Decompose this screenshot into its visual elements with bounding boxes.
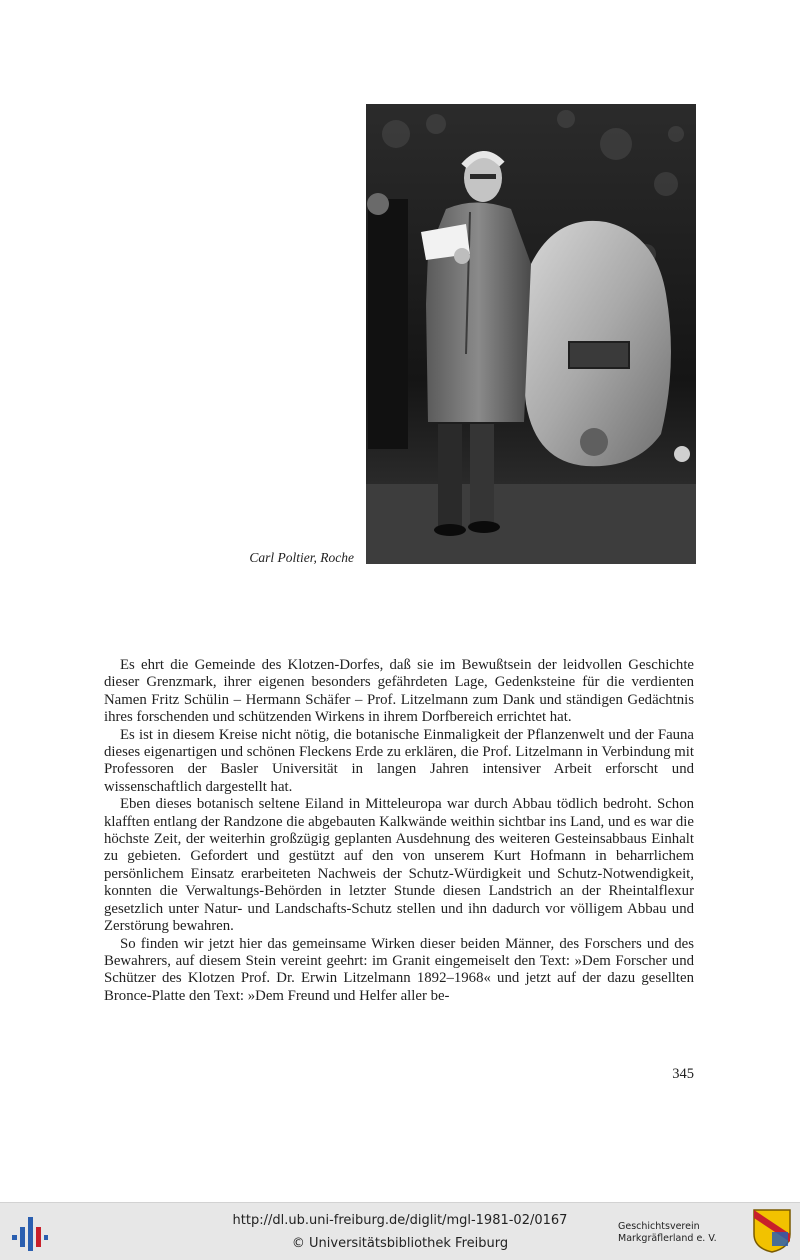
paragraph: So finden wir jetzt hier das gemeinsame Wirken dieser beiden Männer, des Forschers und des Bewahrers, auf diesem Stein vereint geehrt: im Granit eingemeiselt den Text: »Dem Forscher und Schützer des Klotzen Prof. Dr. Erwin Litzelmann 1892–1968« und jetzt auf der dazu gesellten Bronce-Platte den Text: »Dem Freund und Helfer aller be- (104, 935, 694, 1004)
body-text (104, 657, 694, 1005)
footer-copyright: © Universitätsbibliothek Freiburg (291, 1236, 509, 1251)
coat-of-arms-icon[interactable] (752, 1208, 792, 1254)
society-name-line: Geschichtsverein (618, 1221, 700, 1232)
footer-url-link[interactable]: http://dl.ub.uni-freiburg.de/diglit/mgl-1981-02/0167 (232, 1213, 568, 1228)
ub-freiburg-logo-icon[interactable] (10, 1213, 50, 1253)
page-number: 345 (672, 1066, 694, 1082)
footer-bar (0, 1202, 800, 1260)
photo-illustration (366, 104, 696, 564)
paragraph: Es ist in diesem Kreise nicht nötig, die botanische Einmaligkeit der Pflanzenwelt und der Fauna dieses eigenartigen und schönen Fleckens Erde zu erklären, die Prof. Litzelmann in Verbindung mit Professoren der Basler Universität in langen Jahren intensiver Arbeit erforscht und wissenschaftlich dargestellt hat. (104, 726, 694, 795)
society-name (618, 1221, 748, 1245)
paragraph: Es ehrt die Gemeinde des Klotzen-Dorfes, daß sie im Bewußtsein der leidvollen Geschichte dieser Grenzmark, ihrer eigenen besonders gefährdeten Lage, Gedenksteine für die verdienten Namen Fritz Schülin – Hermann Schäfer – Prof. Litzelmann zum Dank und ständigen Gedächtnis ihres forschenden und schützenden Wirkens in ihrem Dorfbereich errichtet hat. (104, 657, 694, 726)
photo-caption: Carl Poltier, Roche (249, 550, 354, 565)
photograph (366, 104, 696, 564)
paragraph: Eben dieses botanisch seltene Eiland in Mitteleuropa war durch Abbau tödlich bedroht. Schon klafften entlang der Randzone die abgebauten Kalkwände weithin sichtbar ins Land, und es war die höchste Zeit, der weiterhin großzügig geplanten Ausdehnung des weiteren Gesteinsabbaus Einhalt zu gebieten. Gefordert und gestützt auf den von unserem Kurt Hofmann in beharrlichem persönlichem Einsatz erarbeiteten Nachweis der Schutz-Würdigkeit und Schutz-Notwendigkeit, konnten die Verwaltungs-Behörden in letzter Stunde diesen Landstrich an der Rheintalflexur gesetzlich unter Natur- und Landschafts-Schutz stellen und ihn dadurch vor völligem Abbau und Zerstörung bewahren. (104, 796, 694, 935)
society-name-line: Markgräflerland e. V. (618, 1233, 717, 1244)
